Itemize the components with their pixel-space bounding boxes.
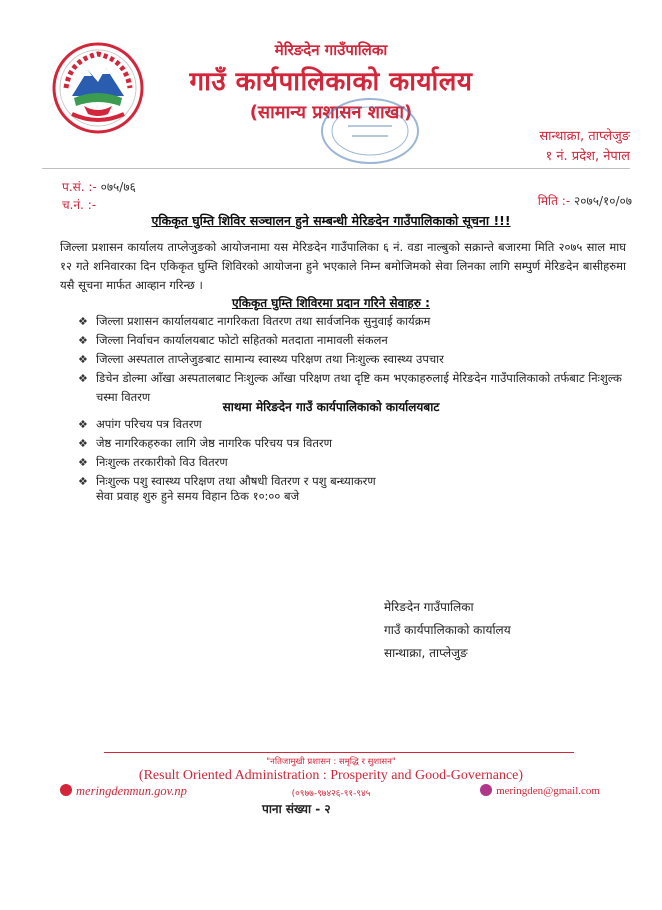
- footer-phone: (०९७७-९७४२६-९१-९४५: [291, 789, 371, 799]
- page-number: पाना संख्या - २: [262, 802, 331, 816]
- ps-label: प.सं. :-: [62, 180, 97, 194]
- footer-motto-english: (Result Oriented Administration : Prosperity and Good-Governance): [138, 768, 524, 783]
- subject-text: एकिकृत घुम्ति शिविर सञ्चालन हुने सम्बन्धी मेरिङदेन गाउँपालिकाको सूचना !!!: [151, 213, 511, 228]
- website-text: meringdenmun.gov.np: [76, 784, 187, 798]
- bullet-icon: ❖: [78, 353, 88, 366]
- list-item: ❖ अपांग परिचय पत्र वितरण: [78, 415, 626, 434]
- list-item: ❖ निःशुल्क तरकारीको विउ वितरण: [78, 453, 626, 472]
- services-heading-text: एकिकृत घुम्ति शिविरमा प्रदान गरिने सेवाहरु :: [232, 296, 430, 310]
- office-stamp-icon: [318, 96, 422, 166]
- letterhead-place: सान्थाक्रा, ताप्लेजुङ: [539, 129, 630, 144]
- bullet-icon: ❖: [78, 418, 88, 431]
- signature-line-2: गाउँ कार्यपालिकाको कार्यालय: [384, 623, 511, 637]
- service-start-time: सेवा प्रवाह शुरु हुने समय विहान ठिक १०:०० बजे: [96, 489, 300, 503]
- dispatch-number: [62, 196, 96, 213]
- municipal-services-list: [78, 415, 626, 491]
- services-heading: [0, 294, 662, 311]
- footer-motto: "नतिजामुखी प्रशासन : समृद्धि र सुशासन": [266, 757, 396, 767]
- footer-email: [480, 784, 600, 797]
- letterhead-office: गाउँ कार्यपालिकाको कार्यालय: [189, 67, 473, 97]
- bullet-icon: ❖: [78, 372, 88, 385]
- notice-date: [538, 192, 632, 209]
- reference-number: [62, 178, 136, 195]
- signature-line-3: सान्थाक्रा, ताप्लेजुङ: [384, 646, 468, 660]
- date-label: मिति :-: [537, 194, 571, 208]
- letterhead-org: मेरिङदेन गाउँपालिका: [274, 41, 388, 59]
- list-item: ❖ जिल्ला प्रशासन कार्यालयबाट नागरिकता वितरण तथा सार्वजनिक सुनुवाई कार्यक्रम: [78, 312, 626, 331]
- signature-line-1: मेरिङदेन गाउँपालिका: [384, 600, 474, 614]
- municipal-services-heading: साथमा मेरिङदेन गाउँ कार्यपालिकाको कार्यालयबाट: [222, 400, 440, 414]
- services-list: [78, 312, 626, 407]
- notice-body: जिल्ला प्रशासन कार्यालय ताप्लेजुङको आयोजनामा यस मेरिङदेन गाउँपालिका ६ नं. वडा नाल्बुको सक्रान्ते बजारमा मिति २०७५ साल माघ १२ गते शनिवारका दिन एकिकृत घुम्ति शिविरको आयोजना हुने भएकाले निम्न बमोजिमको सेवा लिनका लागि सम्पुर्ण मेरिङदेन बासीहरुमा यसै सूचना मार्फत आव्हान गरिन्छ ।: [60, 240, 626, 292]
- bullet-icon: ❖: [78, 315, 88, 328]
- bullet-icon: ❖: [78, 456, 88, 469]
- list-item: ❖ जिल्ला अस्पताल ताप्लेजुङबाट सामान्य स्वास्थ्य परिक्षण तथा निःशुल्क स्वास्थ्य उपचार: [78, 350, 626, 369]
- email-icon: [480, 784, 492, 796]
- letterhead-divider: [42, 168, 630, 169]
- bullet-icon: ❖: [78, 437, 88, 450]
- email-text: meringden@gmail.com: [496, 785, 600, 797]
- letterhead-branch: (सामान्य प्रशासन शाखा): [249, 102, 413, 123]
- cn-label: च.नं. :-: [62, 198, 97, 212]
- notice-subject: [0, 212, 662, 229]
- list-item: ❖ जिल्ला निर्वाचन कार्यालयबाट फोटो सहितको मतदाता नामावली संकलन: [78, 331, 626, 350]
- ps-value: ०७५/७६: [100, 180, 136, 194]
- footer-divider: [104, 752, 574, 753]
- list-item: ❖ निःशुल्क पशु स्वास्थ्य परिक्षण तथा औषधी वितरण र पशु बन्ध्याकरण: [78, 472, 626, 491]
- bullet-icon: ❖: [78, 475, 88, 488]
- date-value: २०७५/१०/०७: [573, 194, 632, 208]
- list-item: ❖ डिचेन डोल्मा आँखा अस्पतालबाट निःशुल्क आँखा परिक्षण तथा दृष्टि कम भएकाहरुलाई मेरिङदेन गाउँपालिकाको तर्फबाट निःशुल्क चस्मा वितरण: [78, 371, 622, 404]
- letterhead-province: १ नं. प्रदेश, नेपाल: [545, 149, 630, 164]
- bullet-icon: ❖: [78, 334, 88, 347]
- list-item: ❖ जेष्ठ नागरिकहरुका लागि जेष्ठ नागरिक परिचय पत्र वितरण: [78, 434, 626, 453]
